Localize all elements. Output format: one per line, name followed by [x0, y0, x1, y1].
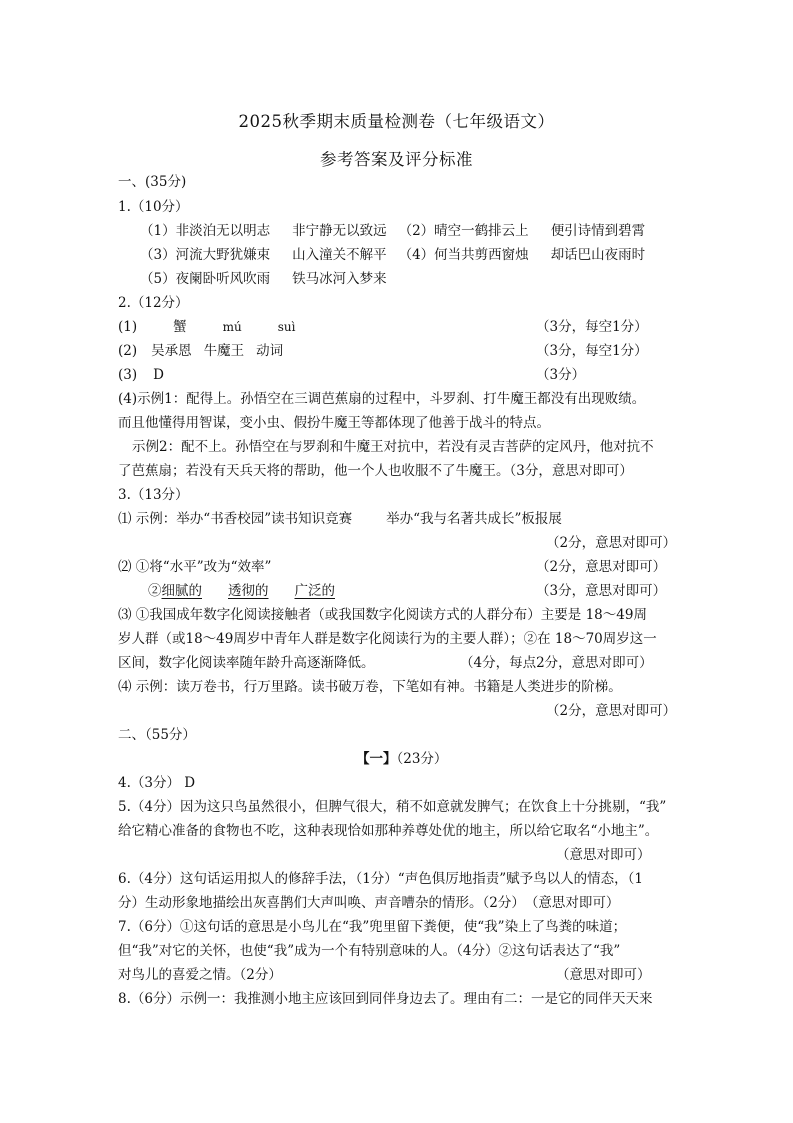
- q1-answer-4b: 却话巴山夜雨时: [550, 247, 646, 263]
- q3-heading: 3.（13分）: [118, 487, 189, 503]
- q2-sub4-line2: 而且他懂得用智谋，变小虫、假扮牛魔王等都体现了他善于战斗的特点。: [118, 415, 550, 431]
- page-subtitle: 参考答案及评分标准: [320, 150, 473, 169]
- q5-line2: 给它精心准备的食物也不吃，这种表现恰如那种养尊处优的地主，所以给它取名“小地主”。: [118, 823, 659, 839]
- q2-sub3-score: （3分）: [536, 367, 586, 383]
- q3-sub2-b-word1: 细腻的: [161, 583, 202, 599]
- q1-answer-2a: （2）晴空一鹤排云上: [398, 223, 529, 239]
- q1-answer-3b: 山入潼关不解平: [292, 247, 387, 263]
- q2-sub1-score: （3分，每空1分）: [536, 319, 648, 335]
- part2-section-score: （23分）: [396, 751, 448, 767]
- part2-section-title: [356, 749, 447, 769]
- part1-heading: 一、(35分): [118, 174, 187, 190]
- q2-sub3: [118, 365, 164, 385]
- q1-answer-4a: （4）何当共剪西窗烛: [398, 247, 529, 263]
- q2-sub2-answer-a: 吴承恩: [151, 343, 192, 359]
- q3-sub1-score: （2分，意思对即可）: [546, 535, 677, 551]
- q2-sub1-number: (1): [118, 319, 138, 335]
- part2-section-label: 【一】: [356, 751, 397, 767]
- q3-sub1-example-b: 举办“我与名著共成长”板报展: [386, 511, 562, 527]
- q1-answer-5b: 铁马冰河入梦来: [292, 271, 387, 287]
- q3-sub2-b: [148, 581, 335, 601]
- q3-sub2-b-label: ②: [148, 583, 162, 599]
- q1-answer-2b: 便引诗情到碧霄: [550, 223, 646, 239]
- q3-sub4-score: （2分，意思对即可）: [546, 703, 677, 719]
- q2-sub2-number: (2): [118, 343, 138, 359]
- q3-sub2-a: ⑵ ①将“水平”改为“效率”: [118, 559, 272, 575]
- q3-sub3-score: （4分，每点2分，意思对即可）: [460, 655, 653, 671]
- q3-sub3-line3: 区间，数字化阅读率随年龄升高逐渐降低。: [118, 655, 375, 671]
- q3-sub3-line2: 岁人群（或18～49周岁中青年人群是数字化阅读行为的主要人群）；②在 18～70周岁这一: [118, 631, 657, 647]
- q3-sub1: [118, 509, 562, 529]
- q3-sub2-b-word2: 透彻的: [228, 583, 269, 599]
- q4-answer: 4.（3分） D: [118, 775, 196, 791]
- q1-heading: 1.（10分）: [118, 199, 189, 215]
- q6-line2: 分）生动形象地描绘出灰喜鹊们大声叫唤、声音嘈杂的情形。（2分） （意思对即可）: [118, 895, 620, 911]
- q2-sub2-score: （3分，每空1分）: [536, 343, 648, 359]
- q2-sub3-answer: D: [153, 367, 164, 383]
- q1-answer-1a: （1）非淡泊无以明志: [140, 223, 271, 239]
- q3-sub2-score-2: （3分，意思对即可）: [536, 583, 667, 599]
- q1-line-1: [140, 221, 645, 241]
- q3-sub3-line1: ⑶ ①我国成年数字化阅读接触者（或我国数字化阅读方式的人群分布）主要是 18～49周: [118, 607, 647, 623]
- q1-line-3: [140, 269, 387, 289]
- part2-heading: 二、（55分）: [118, 727, 196, 743]
- q5-line1: 5.（4分）因为这只鸟虽然很小，但脾气很大，稍不如意就发脾气；在饮食上十分挑剔，“我”: [118, 799, 667, 815]
- q1-answer-1b: 非宁静无以致远: [292, 223, 387, 239]
- q7-score: （意思对即可）: [556, 967, 651, 983]
- q2-sub1-answer-b: mú: [222, 320, 242, 334]
- q2-sub3-number: (3): [118, 367, 138, 383]
- q2-sub4-line3: 示例2：配不上。孙悟空在与罗刹和牛魔王对抗中，若没有灵吉菩萨的定风丹，他对抗不: [132, 439, 654, 455]
- q3-sub2-score-1: （2分，意思对即可）: [536, 559, 667, 575]
- q2-sub2-answer-c: 动词: [256, 343, 284, 359]
- q1-answer-5a: （5）夜阑卧听风吹雨: [140, 271, 271, 287]
- q3-sub4-line1: ⑷ 示例：读万卷书，行万里路。读书破万卷，下笔如有神。书籍是人类进步的阶梯。: [118, 679, 622, 695]
- q7-line3: 对鸟儿的喜爱之情。（2分）: [118, 967, 282, 983]
- q2-sub2-answer-b: 牛魔王: [203, 343, 245, 359]
- q8-line1: 8.（6分）示例一：我推测小地主应该回到同伴身边去了。理由有二：一是它的同伴天天来: [118, 991, 653, 1007]
- q2-sub1-answer-c: suì: [277, 320, 296, 334]
- q1-answer-3a: （3）河流大野犹嫌束: [140, 247, 271, 263]
- q3-sub2-b-word3: 广泛的: [294, 583, 335, 599]
- q2-sub1-answer-a: 蟹: [173, 319, 187, 335]
- q6-line1: 6.（4分）这句话运用拟人的修辞手法，（1分）“声色俱厉地指责”赋予鸟以人的情态，（1: [118, 871, 643, 887]
- q2-heading: 2.（12分）: [118, 295, 189, 311]
- q2-sub4-line1: (4)示例1：配得上。孙悟空在三调芭蕉扇的过程中，斗罗刹、打牛魔王都没有出现败绩。: [118, 391, 646, 407]
- q2-sub2: [118, 341, 283, 361]
- q7-line2: 但“我”对它的关怀，也使“我”成为一个有特别意味的人。（4分）②这句话表达了“我”: [118, 943, 621, 959]
- q1-line-2: [140, 245, 645, 265]
- q3-sub1-example-a: ⑴ 示例：举办“书香校园”读书知识竞赛: [118, 511, 353, 527]
- page-title: 2025秋季期末质量检测卷（七年级语文）: [238, 112, 555, 131]
- q7-line1: 7.（6分）①这句话的意思是小鸟儿在“我”兜里留下粪便，使“我”染上了鸟粪的味道；: [118, 919, 627, 935]
- q2-sub1: [118, 317, 295, 337]
- q5-score: （意思对即可）: [556, 847, 651, 863]
- q2-sub4-line4: 了芭蕉扇；若没有天兵天将的帮助，他一个人也收服不了牛魔王。（3分，意思对即可）: [118, 463, 633, 479]
